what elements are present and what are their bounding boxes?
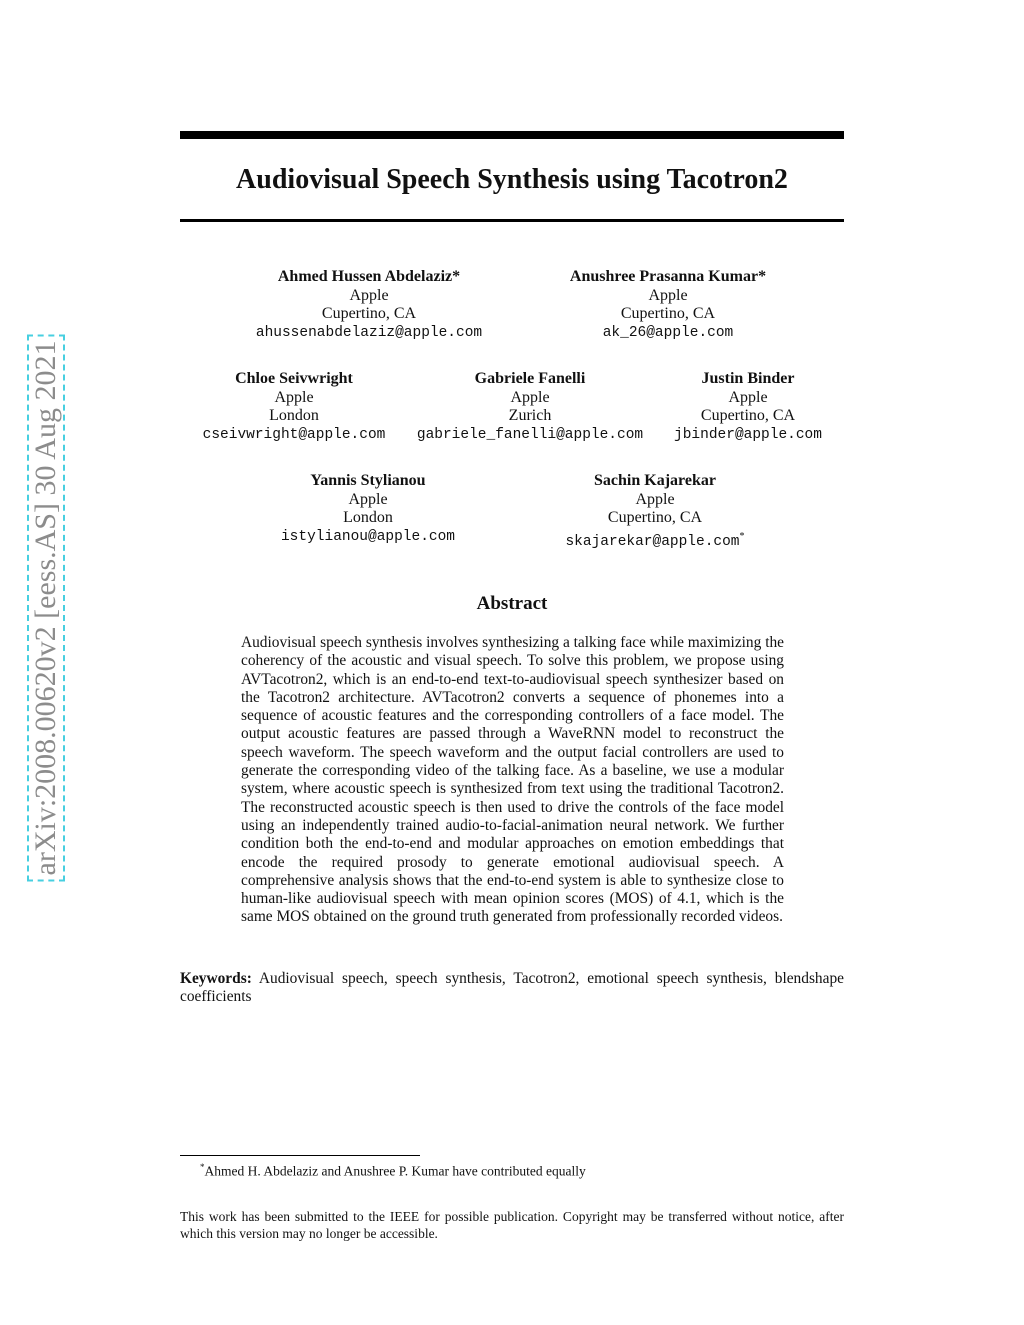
footnote-rule: [180, 1155, 420, 1156]
author-email: gabriele_fanelli@apple.com: [416, 426, 644, 443]
author-location: Zurich: [508, 407, 552, 424]
copyright-notice: This work has been submitted to the IEEE for possible publication. Copyright may be transferred without notice, after which this version may no longer be accessible.: [180, 1209, 844, 1241]
author-email: istylianou@apple.com: [280, 528, 456, 545]
author-name: Justin Binder: [701, 370, 795, 387]
abstract-heading: Abstract: [476, 593, 548, 614]
footnote: [200, 1159, 840, 1180]
author-affiliation: Apple: [648, 286, 688, 304]
title-bottom-rule: [180, 219, 844, 222]
abstract-text: Audiovisual speech synthesis involves synthesizing a talking face while maximizing the coherency of the acoustic and visual speech. To solve this problem, we propose using AVTacotron2, which is an end-to-end text-to-audiovisual speech synthesizer based on the Tacotron2 architecture. AVTacotron2 converts a sequence of phonemes into a sequence of acoustic features and the corresponding controllers of a face model. The output acoustic features are passed through a WaveRNN model to reconstruct the speech waveform. The speech waveform and the output facial controllers are used to generate the corresponding video of the talking face. As a baseline, we use a modular system, where acoustic speech is synthesized from text using the traditional Tacotron2. The reconstructed acoustic speech is then used to drive the controls of the face model using an independently trained audio-to-facial-animation neural network. We further condition both the end-to-end and modular approaches on emotion embeddings that encode the required prosody to generate emotional audiovisual speech. A comprehensive analysis shows that the end-to-end system is able to synthesize close to human-like audiovisual speech with mean opinion scores (MOS) of 4.1, which is the same MOS obtained on the ground truth generated from professionally recorded videos.: [241, 634, 784, 926]
keywords: [180, 970, 844, 1007]
author-email: ak_26@apple.com: [602, 324, 734, 341]
author-block: [570, 268, 766, 342]
author-name: Ahmed Hussen Abdelaziz*: [277, 268, 461, 285]
author-block: [565, 472, 744, 551]
paper-title: Audiovisual Speech Synthesis using Tacotron2: [236, 164, 788, 195]
author-name: Sachin Kajarekar: [594, 472, 716, 489]
keywords-label: Keywords:: [180, 970, 252, 987]
footnote-mark: *: [200, 1162, 205, 1172]
author-affiliation: Apple: [349, 286, 389, 304]
author-block: [281, 472, 455, 546]
author-email: cseivwright@apple.com: [202, 426, 386, 443]
author-email: jbinder@apple.com: [674, 426, 822, 443]
author-block: [674, 370, 822, 444]
arxiv-side-stamp: arXiv:2008.00620v2 [eess.AS] 30 Aug 2021: [29, 337, 63, 880]
author-location: London: [269, 407, 319, 424]
author-footnote-mark: *: [739, 530, 745, 542]
author-affiliation: Apple: [510, 388, 550, 406]
author-block: [417, 370, 643, 444]
author-email: ahussenabdelaziz@apple.com: [255, 324, 483, 341]
author-name: Anushree Prasanna Kumar*: [569, 268, 767, 285]
author-affiliation: Apple: [348, 490, 388, 508]
keywords-text: Audiovisual speech, speech synthesis, Tacotron2, emotional speech synthesis, blendshape coefficients: [180, 970, 844, 1006]
author-name: Yannis Stylianou: [310, 472, 426, 489]
author-name: Gabriele Fanelli: [474, 370, 586, 387]
author-block: [256, 268, 482, 342]
author-email: [565, 528, 744, 551]
author-affiliation: Apple: [728, 388, 768, 406]
footnote-text: Ahmed H. Abdelaziz and Anushree P. Kumar have contributed equally: [204, 1163, 586, 1179]
author-location: Cupertino, CA: [620, 305, 716, 322]
author-location: Cupertino, CA: [700, 407, 796, 424]
author-location: London: [343, 509, 393, 526]
author-email-text: skajarekar@apple.com: [565, 533, 740, 550]
author-affiliation: Apple: [635, 490, 675, 508]
title-top-rule: [180, 131, 844, 139]
author-location: Cupertino, CA: [321, 305, 417, 322]
author-name: Chloe Seivwright: [235, 370, 353, 387]
author-affiliation: Apple: [274, 388, 314, 406]
author-location: Cupertino, CA: [607, 509, 703, 526]
author-block: [203, 370, 386, 444]
